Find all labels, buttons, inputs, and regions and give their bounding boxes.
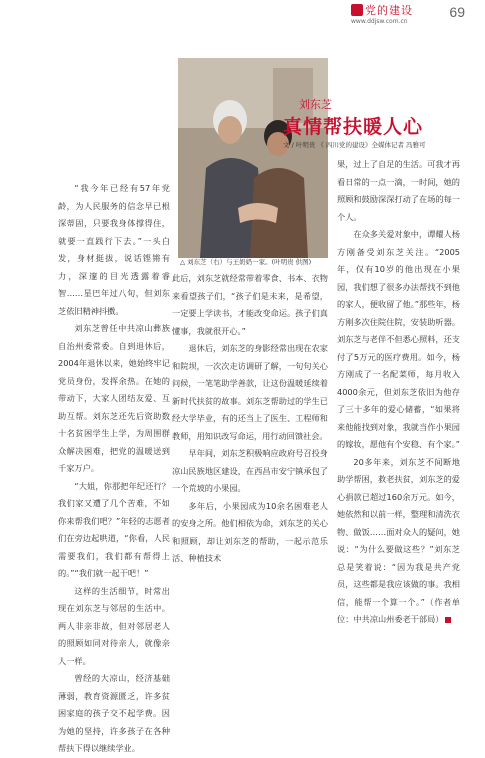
paragraph: 这样的生活细节，时常出现在刘东芝与邻居的生活中。两人非亲非故，但对邻居老人的照顾如同对待亲人，就像亲人一样。 xyxy=(58,585,170,666)
article-column-3 xyxy=(337,156,460,629)
paragraph: “我今年已经有57年党龄，为人民服务的信念早已根深蒂固，只要我身体撑得住，就要一直践行下去。”一头白发，身材挺拔，说话铿锵有力，深邃的目光透露着睿智……星巴年过八旬，但刘东芝依旧精神抖擞。 xyxy=(58,183,170,316)
article-end-mark-icon xyxy=(445,617,451,623)
paragraph: 此后，刘东芝就经常带着零食、书本、衣物来看望孩子们，“孩子们是未来，是希望，一定要上学读书，才能改变命运。孩子们真懂事，我就很开心。” xyxy=(172,273,328,336)
article-title: 真情帮扶暖人心 xyxy=(283,116,424,138)
article-byline: 文 / 叶明贵 《 四川党的建设》全媒体记者 冯雅可 xyxy=(283,141,426,149)
photo-illustration xyxy=(178,58,328,258)
article-column-1 xyxy=(58,180,170,758)
paragraph xyxy=(337,454,460,629)
paragraph: 在众多关爱对象中，谭耀人杨方刚备受刘东芝关注。“2005年，仅有10岁的他出现在小果园，我们想了很多办法帮找不到他的家人，便收留了他。”那些年，杨方刚多次住院住院，安装助听器。刘东芝与老伴不但悉心照料，还支付了5万元的医疗费用。如今，杨方刚成了一名配菜师，每月收入4000余元，但刘东芝依旧为他存了三十多年的爱心储蓄，“如果将来他能找到对象，我就当作小果园的嫁妆，愿他有个安稳、有个家。” xyxy=(337,229,460,449)
page-header xyxy=(0,0,485,30)
article-column-2 xyxy=(172,270,328,568)
paragraph: 早年间，刘东芝积极响应政府号召投身凉山民族地区建设，在西昌市安宁镇承包了一个荒坡的小果园。 xyxy=(172,448,328,493)
paragraph: 曾经的大凉山，经济基础薄弱，教育资源匮乏，许多贫困家庭的孩子交不起学费。因为她的坚持，许多孩子在各种帮扶下得以继续学业。 xyxy=(58,673,170,753)
article-photo xyxy=(178,58,328,258)
magazine-logo xyxy=(351,2,431,28)
paragraph-text: 20多年来，刘东芝不间断地助学帮困，救老扶贫，刘东芝的爱心捐款已超过160余万元。如今，她依然和以前一样，整理和清洗衣物、做饭……面对众人的疑问，她说：“为什么要做这些？”刘东芝总是笑着说：“因为我是共产党员，这些都是我应该做的事。我相信，能帮一个算一个。”（作者单位：中共凉山州委老干部局） xyxy=(337,456,460,624)
paragraph: 退休后，刘东芝的身影经常出现在农家和院坝，一次次走访调研了解，一句句关心问候，一笔笔助学善款，让这份温暖延续着新时代扶贫的故事。刘东芝帮助过的学生已经大学毕业，有的还当上了医生、工程师和教师，用知识改写命运，用行动回馈社会。 xyxy=(172,343,328,441)
photo-caption: △ 刘东芝（右）与王奶奶一家。(叶明贵 供图) xyxy=(180,258,312,266)
logo-url: www.ddjsw.com.cn xyxy=(351,18,408,25)
page-number: 69 xyxy=(449,4,465,20)
logo-title: 党的建设 xyxy=(365,4,413,17)
paragraph: 果，过上了自足的生活。可我才再看日常的一点一滴，一时间，她的照顾和鼓励深深打动了在场的每一个人。 xyxy=(337,159,460,222)
paragraph: “大姐，你那把年纪还行？我们家又遭了几个苦难，不如你来帮我们吧？”年轻的志愿者们在旁边起哄道，“你看，人民需要我们，我们都有帮得上的。”“我们就一起干吧！” xyxy=(58,480,170,578)
paragraph: 刘东芝曾任中共凉山彝族自治州委常委。自到退休后，2004年退休以来，她始终牢记党员身份，发挥余热。在她的带动下，大家人团结友爱、互助互帮。刘东芝还先后资助数十名贫困学生上学，为周围群众解决困难，把党的温暖送到千家万户。 xyxy=(58,323,170,473)
paragraph: 多年后，小果园成为10余名困难老人的安身之所。他们相依为命，刘东芝的关心和照顾，却让刘东芝的帮助，一起示范乐活、种植技术 xyxy=(172,500,328,563)
party-emblem-icon xyxy=(351,4,363,16)
article-subject-name: 刘东芝 xyxy=(299,98,332,111)
